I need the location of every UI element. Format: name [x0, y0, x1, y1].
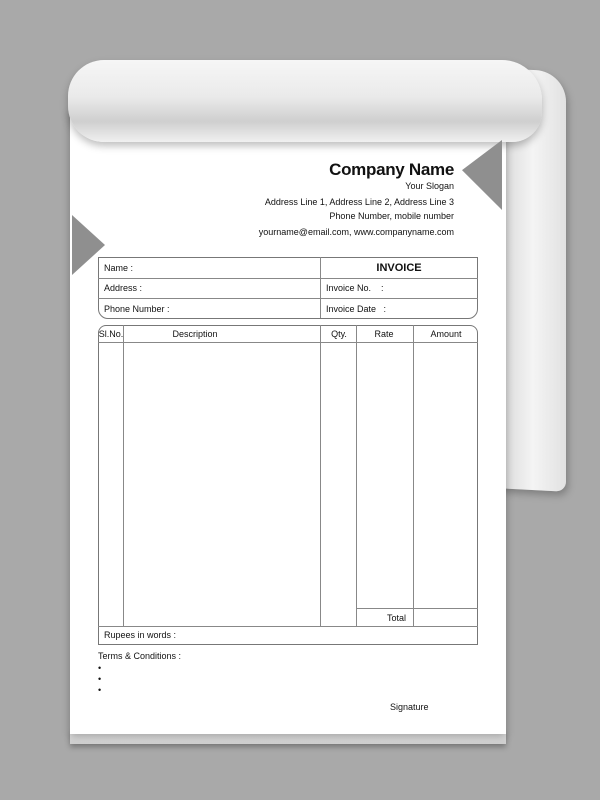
signature-label: Signature — [390, 702, 429, 712]
bullet: • — [98, 663, 102, 673]
invoice-date-label: Invoice Date : — [326, 304, 387, 314]
company-slogan: Your Slogan — [405, 181, 454, 191]
bullet: • — [98, 685, 102, 695]
address-label: Address : — [104, 283, 143, 293]
company-contact: yourname@email.com, www.companyname.com — [258, 227, 454, 237]
terms-label: Terms & Conditions : — [98, 651, 182, 661]
col-slno: Sl.No. — [98, 329, 124, 339]
invoice-no-label: Invoice No. : — [326, 283, 384, 293]
col-description: Description — [172, 329, 218, 339]
company-address: Address Line 1, Address Line 2, Address Line 3 — [264, 197, 454, 207]
name-label: Name : — [104, 263, 134, 273]
phone-label: Phone Number : — [104, 304, 170, 314]
rupees-in-words-label: Rupees in words : — [104, 630, 177, 640]
invoice-title: INVOICE — [376, 262, 422, 274]
company-phone: Phone Number, mobile number — [329, 211, 454, 221]
items-table — [98, 325, 478, 645]
company-name: Company Name — [329, 160, 454, 179]
col-qty: Qty. — [331, 329, 347, 339]
bullet: • — [98, 674, 102, 684]
col-amount: Amount — [430, 329, 462, 339]
rolled-page — [68, 60, 542, 142]
col-rate: Rate — [374, 329, 394, 339]
total-label: Total — [387, 613, 407, 623]
